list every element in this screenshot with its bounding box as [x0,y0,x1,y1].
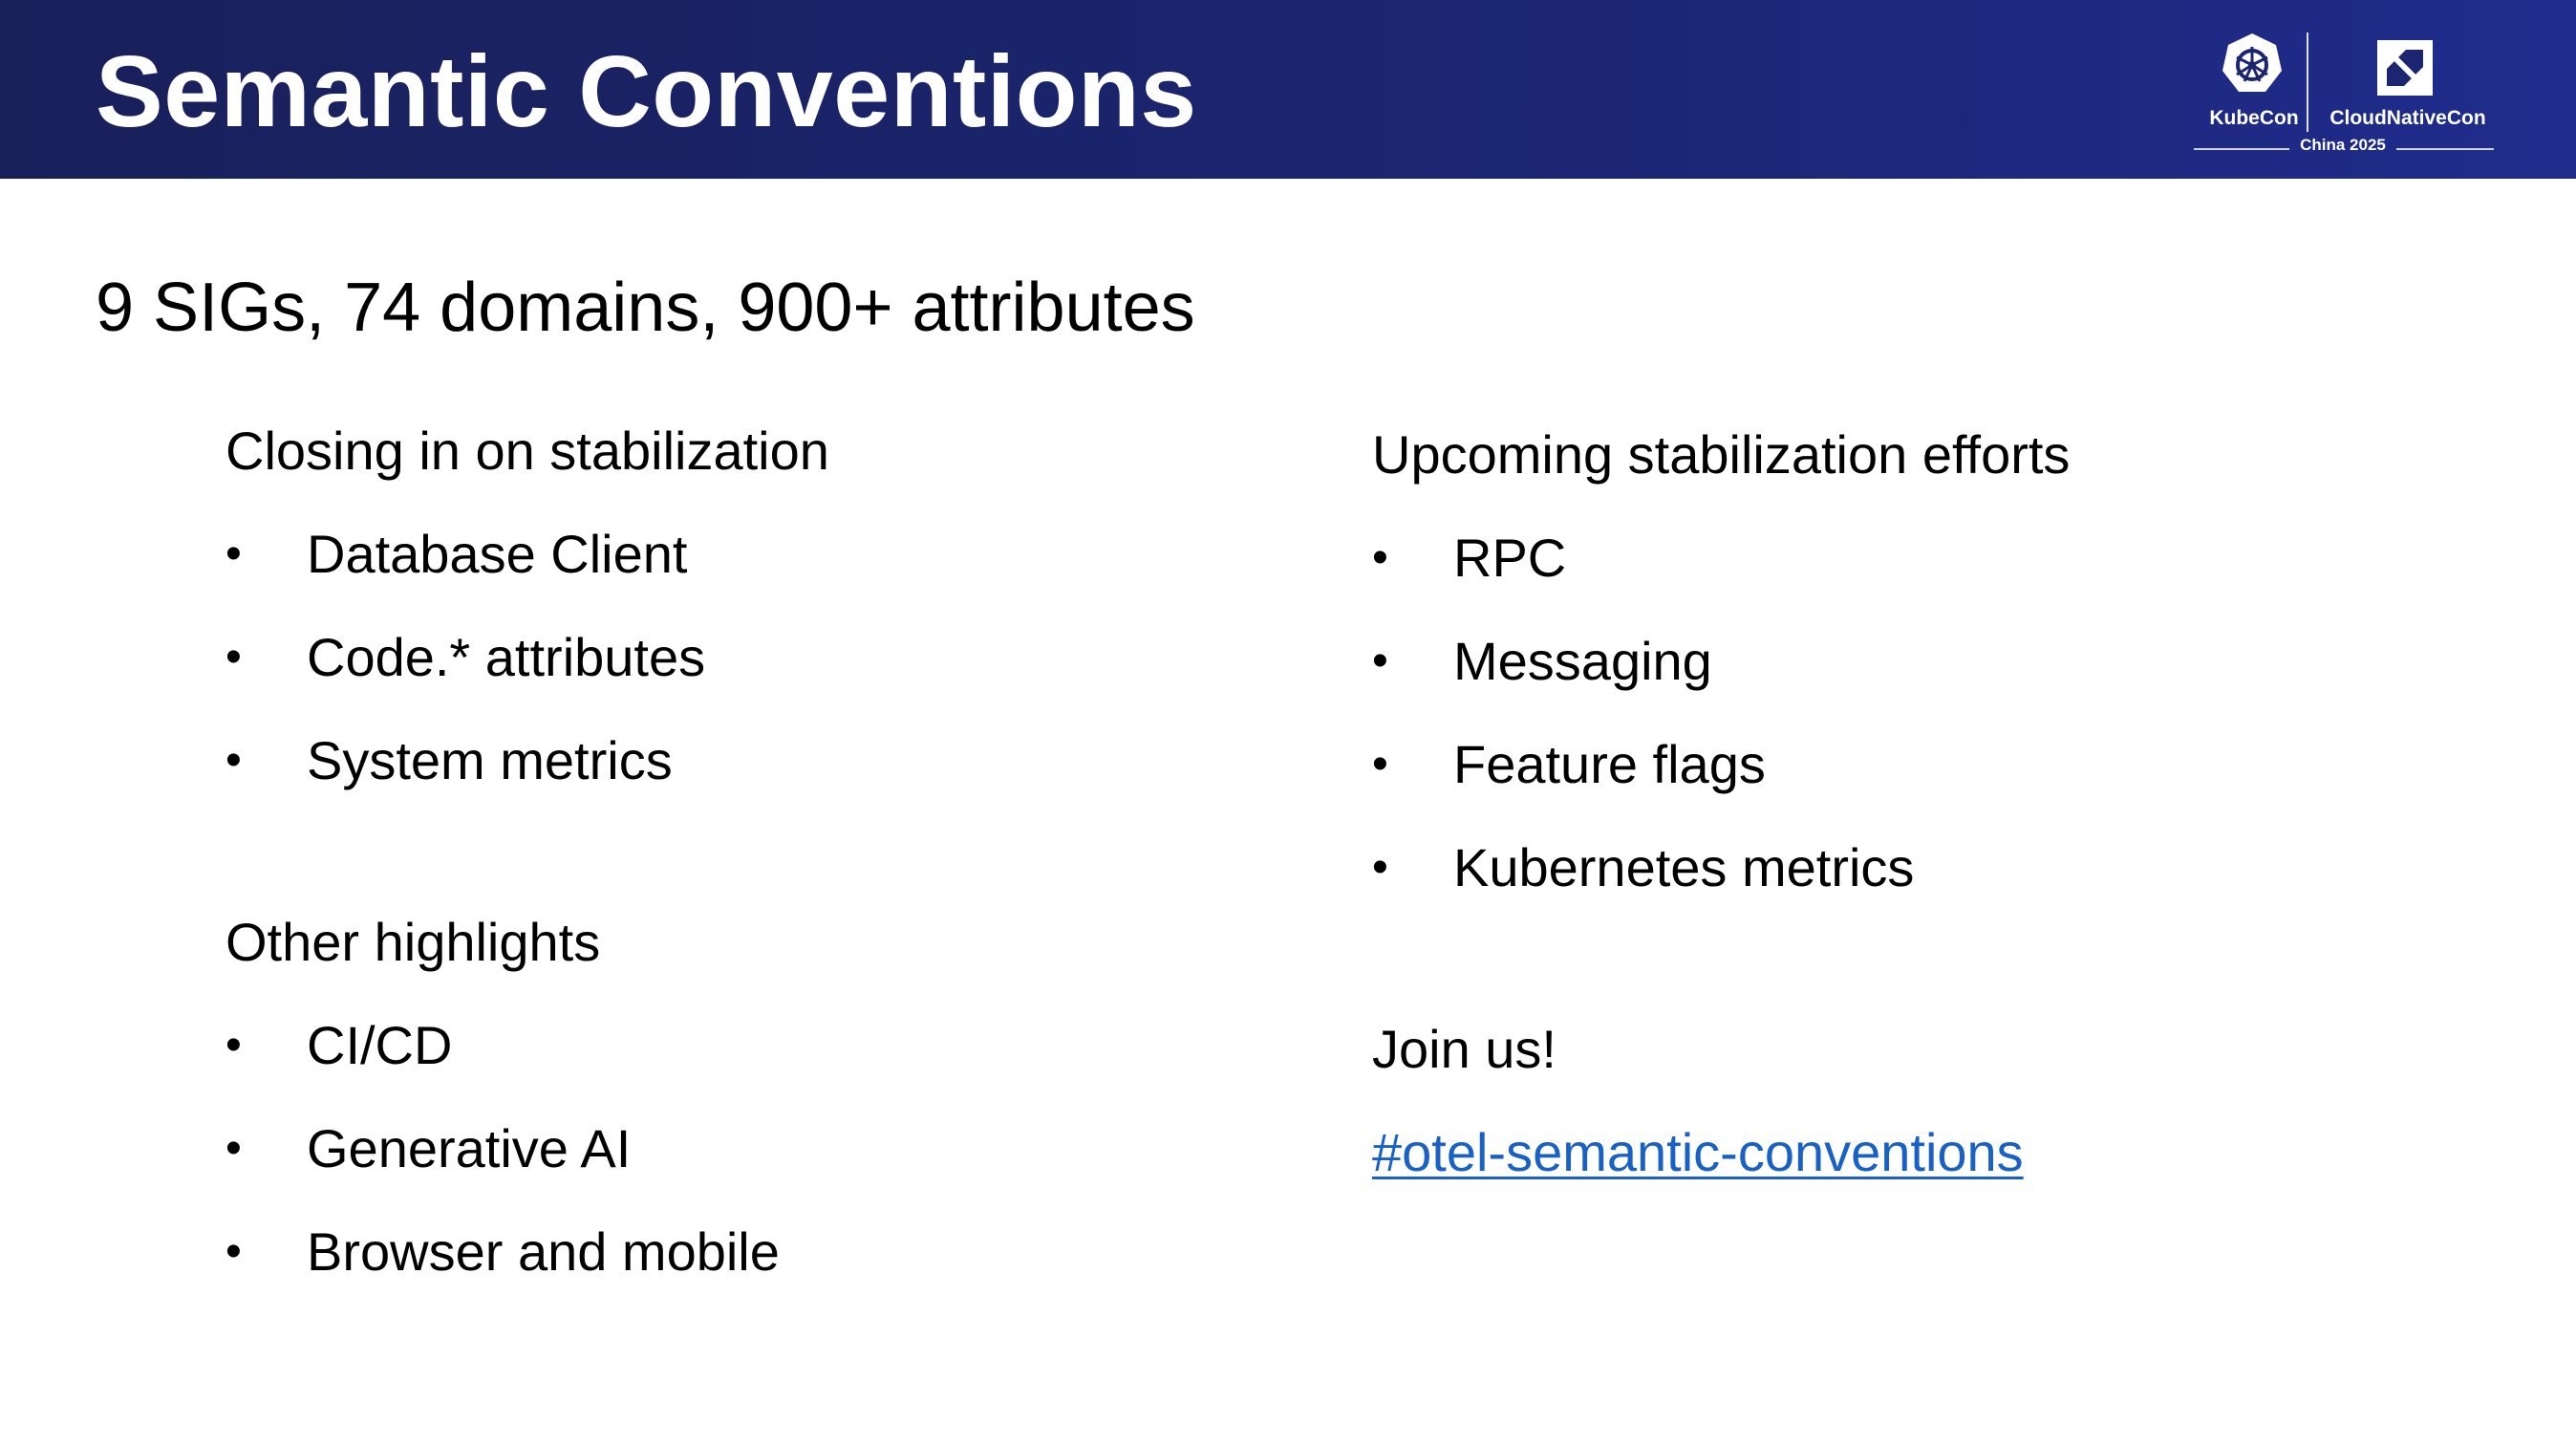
list-item-label: Generative AI [307,1118,632,1178]
slack-channel-row [1372,1122,2070,1183]
list-item-label: Feature flags [1453,734,1766,794]
logo-divider [2307,32,2308,132]
bullet: • [1372,842,1388,893]
bullet: • [225,735,242,786]
list-item-label: CI/CD [307,1015,453,1075]
bullet: • [1372,532,1388,583]
list-item-label: Kubernetes metrics [1453,837,1915,897]
list-item-label: Code.* attributes [307,627,706,687]
list-item-label: Browser and mobile [307,1221,780,1282]
list-item [225,1015,829,1076]
kubecon-cloudnativecon-logo [2188,27,2503,161]
list-item [225,1221,829,1283]
bullet: • [225,632,242,682]
logo-rule-right [2396,148,2494,150]
section-heading-highlights: Other highlights [225,912,601,972]
list-item-label: Database Client [307,524,688,584]
left-column [225,421,829,1283]
cloudnativecon-label: CloudNativeCon [2329,107,2486,129]
slide-subtitle: 9 SIGs, 74 domains, 900+ attributes [96,270,1195,346]
bullet: • [225,1020,242,1070]
kubecon-label: KubeCon [2209,107,2299,129]
list-item [225,1118,829,1179]
list-item-label: Messaging [1453,631,1712,691]
event-label: China 2025 [2300,136,2386,154]
bullet: • [1372,636,1388,686]
list-item-label: System metrics [307,730,673,790]
bullet: • [225,1226,242,1277]
list-item-label: RPC [1453,528,1567,588]
kubernetes-wheel-icon [2219,31,2286,97]
right-column [1372,424,2070,1183]
section-heading-join: Join us! [1372,1019,1556,1079]
slide-title: Semantic Conventions [96,35,1197,148]
section-heading-upcoming: Upcoming stabilization efforts [1372,424,2071,485]
section-heading-stabilization: Closing in on stabilization [225,421,829,481]
logo-rule-left [2194,148,2289,150]
cncf-icon [2375,38,2435,97]
slide-header [0,0,2576,179]
list-item [1372,631,2070,692]
list-item [1372,734,2070,795]
bullet: • [225,1123,242,1174]
bullet: • [1372,739,1388,789]
list-item [225,730,829,791]
bullet: • [225,529,242,579]
list-item [225,524,829,585]
list-item [1372,837,2070,898]
list-item [1372,528,2070,589]
list-item [225,627,829,688]
slack-channel-link[interactable]: #otel-semantic-conventions [1372,1122,2024,1182]
